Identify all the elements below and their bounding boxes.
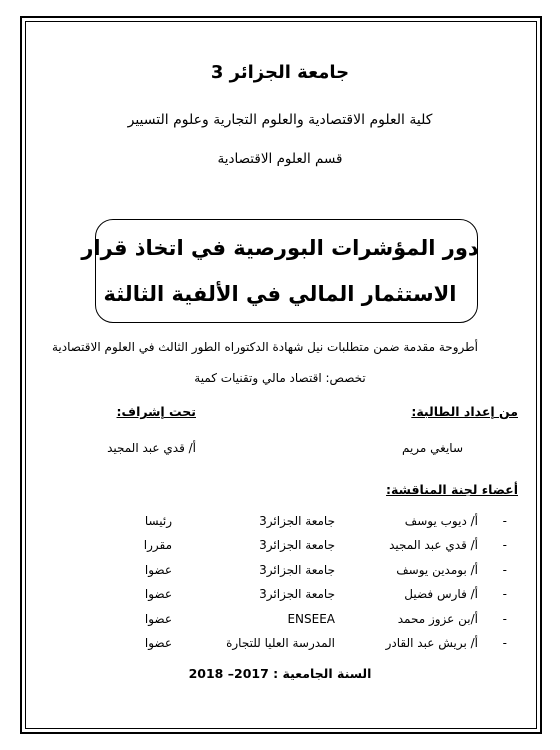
member-name: أ/بن عزوز محمد: [397, 612, 478, 626]
list-dash: -: [502, 612, 507, 626]
list-dash: -: [502, 514, 507, 528]
list-dash: -: [502, 563, 507, 577]
university-name: جامعة الجزائر 3: [210, 62, 350, 83]
list-dash: -: [502, 587, 507, 601]
member-institution: جامعة الجزائر3: [259, 538, 335, 552]
member-name: أ/ بريش عبد القادر: [385, 636, 478, 650]
student-name: سايغي مريم: [401, 441, 463, 455]
member-name: أ/ ديوب يوسف: [404, 514, 478, 528]
member-name: أ/ فارس فضيل: [404, 587, 478, 601]
supervisor-name: أ/ قدي عبد المجيد: [107, 441, 196, 455]
committee-label: أعضاء لجنة المناقشة:: [386, 482, 518, 497]
department-name: قسم العلوم الاقتصادية: [217, 151, 343, 167]
faculty-name: كلية العلوم الاقتصادية والعلوم التجارية وعلوم التسيير: [127, 112, 433, 128]
thesis-title-line-1: دور المؤشرات البورصية في اتخاذ قرار: [81, 236, 479, 260]
member-institution: جامعة الجزائر3: [259, 563, 335, 577]
academic-year: السنة الجامعية : 2017– 2018: [188, 666, 372, 681]
member-role: عضوا: [144, 612, 172, 626]
member-name: أ/ قدي عبد المجيد: [389, 538, 478, 552]
thesis-description: أطروحة مقدمة ضمن متطلبات نيل شهادة الدكتوراه الطور الثالث في العلوم الاقتصادية: [52, 340, 478, 354]
list-dash: -: [502, 538, 507, 552]
member-role: عضوا: [144, 563, 172, 577]
list-dash: -: [502, 636, 507, 650]
member-institution: جامعة الجزائر3: [259, 514, 335, 528]
thesis-specialty: تخصص: اقتصاد مالي وتقنيات كمية: [194, 371, 366, 385]
member-role: عضوا: [144, 636, 172, 650]
member-institution: ENSEEA: [287, 612, 335, 626]
member-role: مقررا: [143, 538, 172, 552]
member-institution: جامعة الجزائر3: [259, 587, 335, 601]
supervised-by-label: تحت إشراف:: [116, 404, 196, 419]
prepared-by-label: من إعداد الطالبة:: [411, 404, 518, 419]
member-role: رئيسا: [144, 514, 172, 528]
member-name: أ/ بومدين يوسف: [396, 563, 478, 577]
member-institution: المدرسة العليا للتجارة: [226, 636, 335, 650]
member-role: عضوا: [144, 587, 172, 601]
title-box: [95, 219, 478, 323]
thesis-title-line-2: الاستثمار المالي في الألفية الثالثة: [103, 282, 457, 306]
